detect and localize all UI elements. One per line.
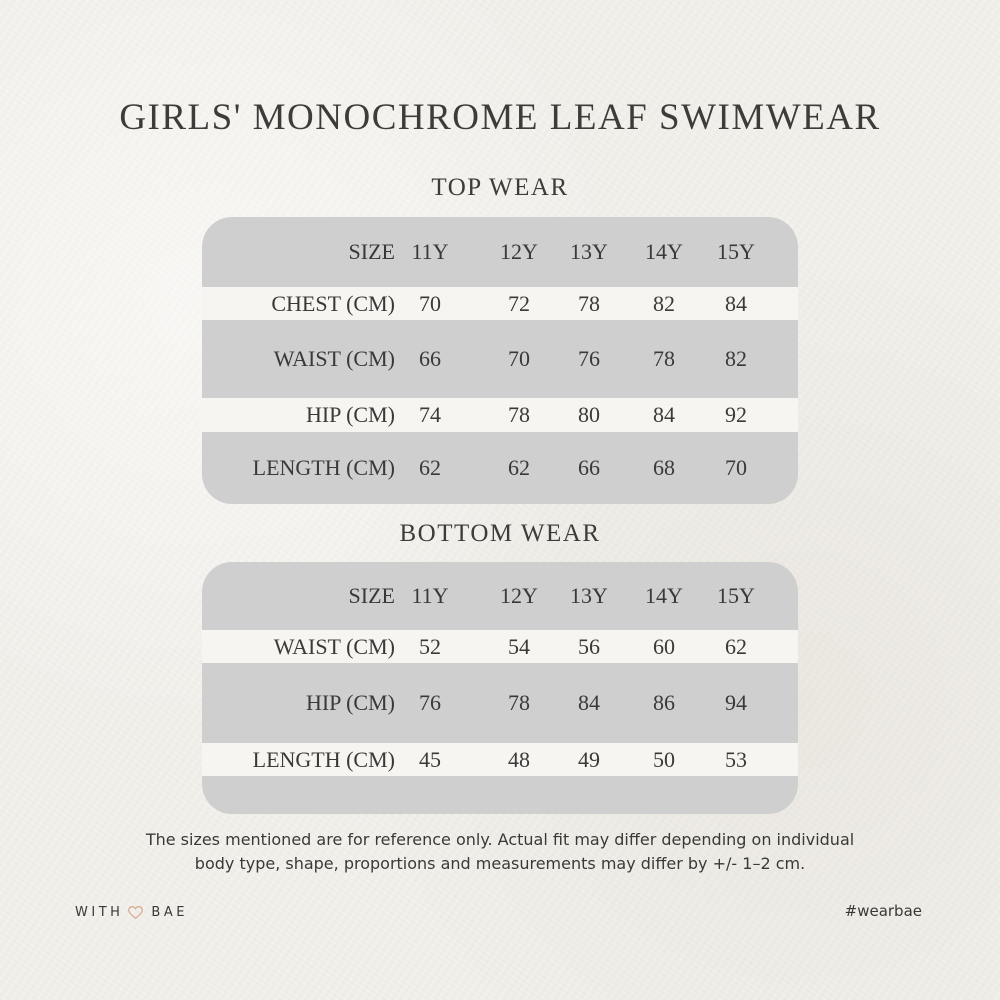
table-cell: 72 — [508, 290, 530, 316]
table-cell: 86 — [653, 690, 675, 715]
table-cell: 56 — [578, 633, 600, 659]
table-row — [202, 743, 798, 776]
bottom-wear-heading: BOTTOM WEAR — [399, 520, 601, 547]
row-label: HIP (CM) — [305, 690, 395, 715]
table-cell: 54 — [508, 633, 530, 659]
header-size-label: SIZE — [348, 239, 395, 264]
brand-name-right: BAE — [151, 905, 188, 920]
header-size-11y: 11Y — [411, 239, 449, 264]
header-size-label: SIZE — [348, 583, 395, 608]
header-size-12y: 12Y — [500, 583, 538, 608]
table-cell: 66 — [578, 455, 600, 480]
table-cell: 45 — [419, 746, 441, 772]
table-header-row — [202, 562, 798, 630]
table-cell: 70 — [725, 455, 747, 480]
table-cell: 84 — [578, 690, 600, 715]
table-cell: 82 — [725, 346, 747, 371]
table-cell: 52 — [419, 633, 441, 659]
table-cell: 74 — [419, 402, 441, 427]
table-cell: 48 — [508, 746, 530, 772]
table-cell: 82 — [653, 290, 675, 316]
table-cell: 60 — [653, 633, 675, 659]
row-label: LENGTH (CM) — [252, 746, 395, 772]
table-cell: 62 — [419, 455, 441, 480]
table-cell: 62 — [508, 455, 530, 480]
bottom-wear-size-table — [202, 562, 798, 814]
table-header-row — [202, 217, 798, 287]
table-cell: 68 — [653, 455, 675, 480]
header-size-13y: 13Y — [570, 239, 608, 264]
table-cell: 84 — [725, 290, 747, 316]
table-cell: 76 — [578, 346, 600, 371]
sizing-disclaimer — [80, 828, 920, 876]
table-cell: 66 — [419, 346, 441, 371]
table-cell: 76 — [419, 690, 441, 715]
row-label: WAIST (CM) — [273, 633, 395, 659]
table-cell: 80 — [578, 402, 600, 427]
table-cell: 78 — [508, 690, 530, 715]
header-size-12y: 12Y — [500, 239, 538, 264]
top-wear-heading: TOP WEAR — [431, 174, 569, 201]
page-title: GIRLS' MONOCHROME LEAF SWIMWEAR — [119, 97, 881, 138]
row-label: HIP (CM) — [305, 402, 395, 427]
table-cell: 78 — [508, 402, 530, 427]
row-label: WAIST (CM) — [273, 346, 395, 371]
table-cell: 50 — [653, 746, 675, 772]
table-cell: 53 — [725, 746, 747, 772]
table-row — [202, 663, 798, 743]
table-row — [202, 432, 798, 504]
table-row — [202, 630, 798, 663]
header-size-15y: 15Y — [717, 239, 755, 264]
table-cell: 92 — [725, 402, 747, 427]
row-label: CHEST (CM) — [271, 290, 395, 316]
disclaimer-line-1: The sizes mentioned are for reference only. Actual fit may differ depending on individual — [145, 830, 855, 849]
top-wear-size-table — [202, 217, 798, 504]
table-cell: 62 — [725, 633, 747, 659]
header-size-11y: 11Y — [411, 583, 449, 608]
header-size-14y: 14Y — [645, 583, 683, 608]
heart-icon — [128, 906, 143, 919]
header-size-15y: 15Y — [717, 583, 755, 608]
table-cell: 94 — [725, 690, 747, 715]
table-cell: 70 — [508, 346, 530, 371]
brand-name-left: WITH — [75, 905, 124, 920]
table-cell: 49 — [578, 746, 600, 772]
brand-logo — [75, 905, 188, 920]
table-cell: 70 — [419, 290, 441, 316]
header-size-13y: 13Y — [570, 583, 608, 608]
table-row — [202, 320, 798, 398]
hashtag-text: #wearbae — [844, 902, 922, 920]
table-cell: 78 — [653, 346, 675, 371]
table-row — [202, 398, 798, 432]
header-size-14y: 14Y — [645, 239, 683, 264]
table-cell: 78 — [578, 290, 600, 316]
table-cell: 84 — [653, 402, 675, 427]
table-row — [202, 287, 798, 320]
disclaimer-line-2: body type, shape, proportions and measurements may differ by +/- 1–2 cm. — [194, 854, 806, 873]
row-label: LENGTH (CM) — [252, 455, 395, 480]
